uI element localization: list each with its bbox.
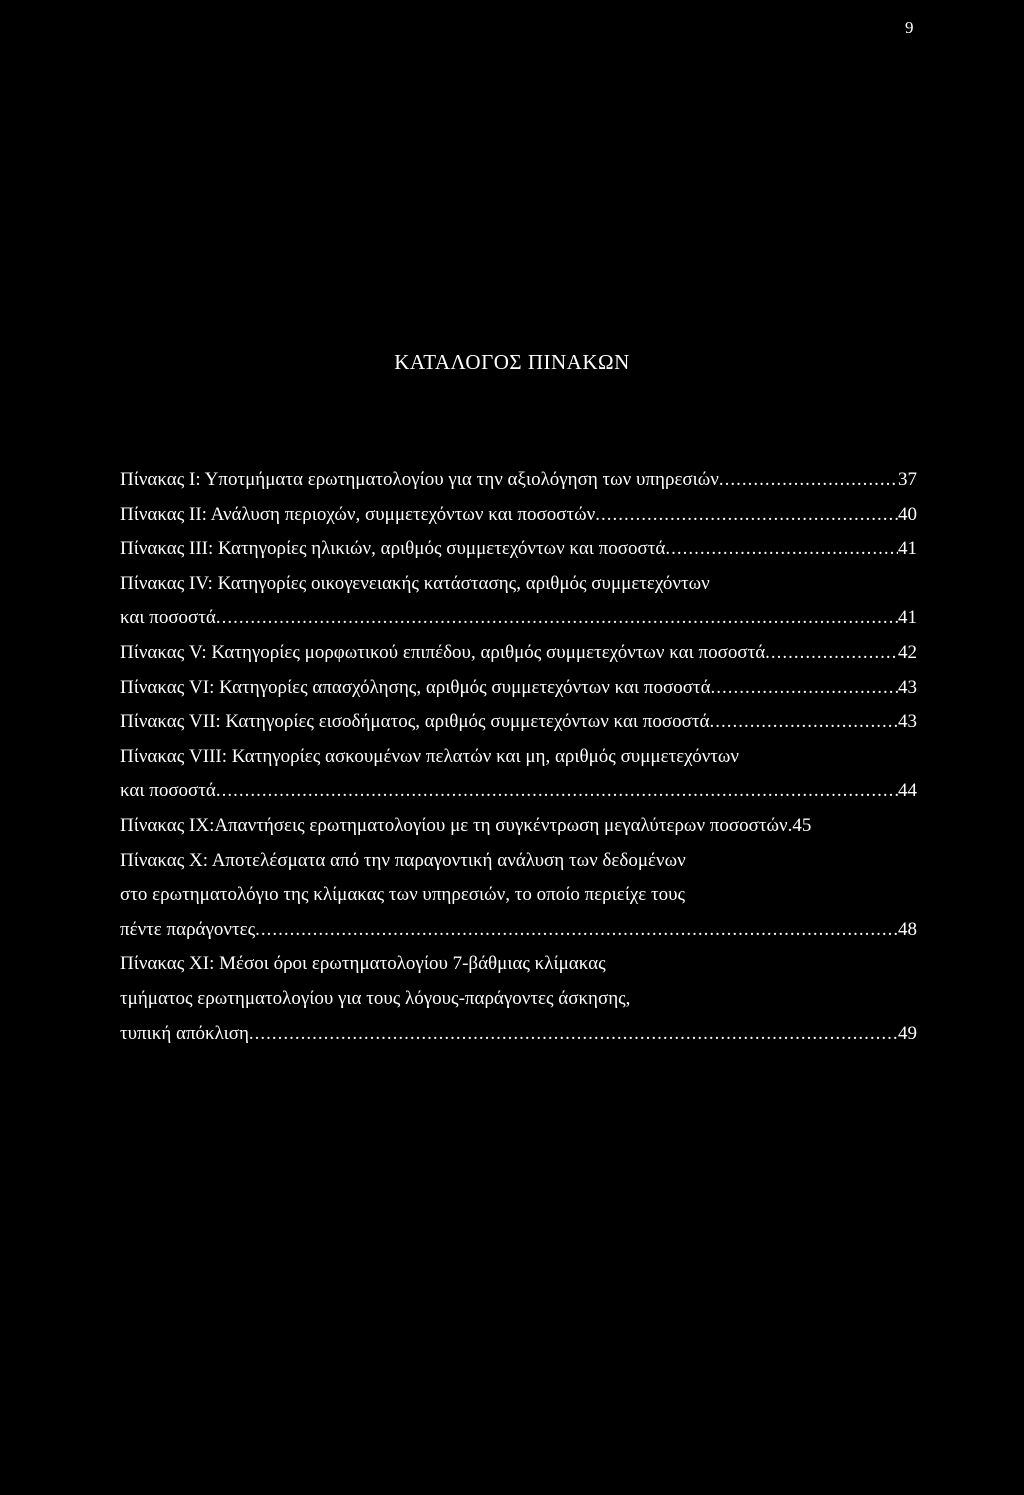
toc-entry-10-line-2[interactable] bbox=[120, 878, 917, 913]
toc-entry-page: 43 bbox=[898, 676, 917, 698]
toc-entry-text: στο ερωτηματολόγιο της κλίμακας των υπηρεσιών, το οποίο περιείχε τους bbox=[120, 884, 686, 906]
toc-entry-page: 41 bbox=[898, 607, 917, 629]
toc-entry-page: 37 bbox=[898, 469, 917, 490]
toc-entry-11-line-3[interactable] bbox=[120, 1017, 917, 1052]
toc-entry-text: και ποσοστά bbox=[120, 780, 216, 802]
toc-entry-text: Πίνακας Χ: Αποτελέσματα από την παραγοντική ανάλυση των δεδομένων bbox=[120, 849, 686, 871]
toc-entry-text: Πίνακας V: Κατηγορίες μορφωτικού επιπέδου, αριθμός συμμετεχόντων και ποσοστά bbox=[120, 641, 766, 663]
toc-entry-text: και ποσοστά bbox=[120, 607, 216, 629]
toc-entry-page: 49 bbox=[898, 1022, 917, 1044]
toc-entry-text: Πίνακας ΙΙΙ: Κατηγορίες ηλικιών, αριθμός συμμετεχόντων και ποσοστά bbox=[120, 538, 666, 560]
page-title: ΚΑΤΑΛΟΓΟΣ ΠΙΝΑΚΩΝ bbox=[394, 350, 630, 374]
toc-entry-text: πέντε παράγοντες bbox=[120, 918, 256, 940]
page-number: 9 bbox=[905, 18, 914, 37]
toc-entry-text: Πίνακας VI: Κατηγορίες απασχόλησης, αριθμός συμμετεχόντων και ποσοστά bbox=[120, 676, 711, 698]
dot-leader bbox=[249, 1017, 898, 1052]
toc-entry-text: τυπική απόκλιση bbox=[120, 1022, 249, 1044]
toc-entry-11-line-1[interactable] bbox=[120, 947, 917, 982]
toc-entry-8-line-2[interactable] bbox=[120, 774, 917, 809]
toc-entry-2[interactable] bbox=[120, 498, 917, 533]
toc-entry-11-line-2[interactable] bbox=[120, 982, 917, 1017]
toc-entry-page: 42 bbox=[898, 641, 917, 663]
dot-leader bbox=[719, 463, 898, 498]
toc-entry-page: 45 bbox=[792, 814, 812, 836]
dot-leader bbox=[255, 913, 898, 948]
toc-entry-text: Πίνακας XI: Μέσοι όροι ερωτηματολογίου 7-βάθμιας κλίμακας bbox=[120, 953, 606, 975]
dot-leader bbox=[709, 705, 898, 740]
toc-entry-text: τμήματος ερωτηματολογίου για τους λόγους-παράγοντες άσκησης, bbox=[120, 987, 631, 1009]
table-of-contents bbox=[120, 463, 917, 1051]
toc-entry-10-line-1[interactable] bbox=[120, 844, 917, 879]
toc-entry-10-line-3[interactable] bbox=[120, 913, 917, 948]
toc-entry-text: Πίνακας ΙΧ:Απαντήσεις ερωτηματολογίου με τη συγκέντρωση μεγαλύτερων ποσοστών. bbox=[120, 814, 793, 836]
dot-leader bbox=[216, 774, 898, 809]
toc-entry-page: 43 bbox=[898, 711, 917, 733]
dot-leader bbox=[765, 636, 898, 671]
toc-entry-4-line-1[interactable] bbox=[120, 567, 917, 602]
dot-leader bbox=[665, 532, 898, 567]
toc-entry-1[interactable] bbox=[120, 463, 917, 498]
toc-entry-4-line-2[interactable] bbox=[120, 601, 917, 636]
toc-entry-8-line-1[interactable] bbox=[120, 740, 917, 775]
dot-leader bbox=[216, 601, 898, 636]
toc-entry-text: Πίνακας ΙΙ: Ανάλυση περιοχών, συμμετεχόντων και ποσοστών bbox=[120, 503, 596, 525]
toc-entry-page: 48 bbox=[898, 918, 917, 940]
dot-leader bbox=[595, 498, 898, 533]
toc-entry-page: 41 bbox=[898, 538, 917, 560]
toc-entry-3[interactable] bbox=[120, 532, 917, 567]
toc-entry-page: 40 bbox=[898, 503, 917, 525]
dot-leader bbox=[711, 671, 898, 706]
toc-entry-page: 44 bbox=[898, 780, 917, 802]
toc-entry-text: Πίνακας VII: Κατηγορίες εισοδήματος, αριθμός συμμετεχόντων και ποσοστά bbox=[120, 711, 710, 733]
toc-entry-9[interactable] bbox=[120, 809, 917, 844]
toc-entry-text: Πίνακας VIII: Κατηγορίες ασκουμένων πελατών και μη, αριθμός συμμετεχόντων bbox=[120, 745, 740, 767]
toc-entry-5[interactable] bbox=[120, 636, 917, 671]
toc-entry-text: Πίνακας Ι: Υποτμήματα ερωτηματολογίου για την αξιολόγηση των υπηρεσιών bbox=[120, 469, 719, 490]
toc-entry-text: Πίνακας IV: Κατηγορίες οικογενειακής κατάστασης, αριθμός συμμετεχόντων bbox=[120, 572, 710, 594]
toc-entry-7[interactable] bbox=[120, 705, 917, 740]
toc-entry-6[interactable] bbox=[120, 671, 917, 706]
